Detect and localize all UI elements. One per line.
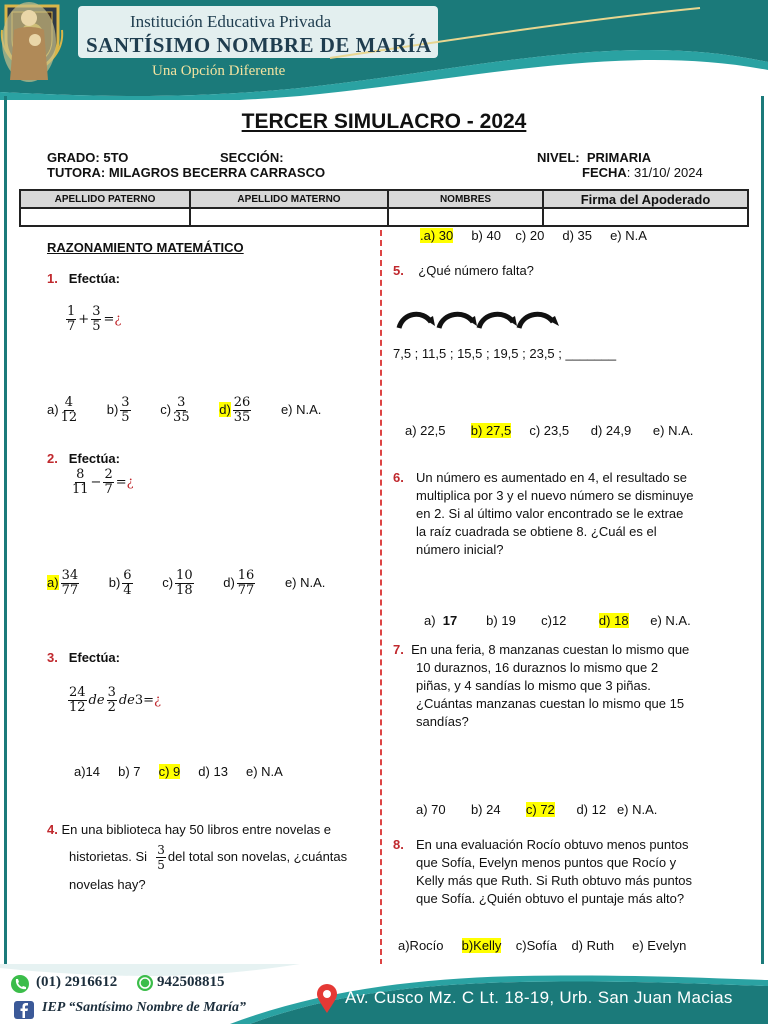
school-address: Av. Cusco Mz. C Lt. 18-19, Urb. San Juan Macias	[345, 988, 733, 1007]
q1-expression: $\frac{1}{7}$ + $\frac{3}{5}$ =¿	[67, 304, 122, 334]
school-name: SANTÍSIMO NOMBRE DE MARÍA	[86, 33, 432, 57]
col-nombres: NOMBRES	[388, 190, 543, 208]
apellido-paterno-field[interactable]	[20, 208, 190, 226]
q2-expression: $\frac{8}{11}$ − $\frac{2}{7}$ =¿	[72, 467, 134, 497]
q4-options: .a) 30 b) 40 c) 20 d) 35 e) N.A	[420, 228, 647, 243]
tutora-info: TUTORA: MILAGROS BECERRA CARRASCO	[47, 165, 326, 180]
q6-answer: d) 18	[598, 613, 629, 628]
apellido-materno-field[interactable]	[190, 208, 388, 226]
q3-options: a)14 b) 7 c) 9 d) 13 e) N.A	[74, 764, 283, 779]
virgin-mary-image	[0, 0, 58, 84]
page-title: TERCER SIMULACRO - 2024	[241, 110, 527, 133]
q5-header: 5. ¿Qué número falta?	[393, 263, 534, 278]
student-name-table	[19, 189, 749, 227]
q4-text: 4. En una biblioteca hay 50 libros entre novelas e historietas. Si $\frac{3}{5}$ del total son novelas, ¿cuántas novelas hay?	[47, 822, 348, 892]
fecha-info: FECHA: 31/10/ 2024	[582, 165, 703, 180]
section-title: RAZONAMIENTO MATEMÁTICO	[47, 240, 244, 255]
whatsapp-icon	[136, 974, 154, 992]
q3-expression: $\frac{24}{12}$ de $\frac{3}{2}$ de3=¿	[69, 685, 162, 715]
whatsapp-number: 942508815	[157, 974, 225, 990]
nombres-field[interactable]	[388, 208, 543, 226]
q5-options: a) 22,5 b) 27,5 c) 23,5 d) 24,9 e) N.A.	[405, 423, 694, 438]
page-frame-left	[4, 96, 7, 964]
facebook-icon	[14, 1001, 34, 1019]
q7-answer: c) 72	[525, 802, 555, 817]
iep-facebook-name: IEP “Santísimo Nombre de María”	[42, 1000, 247, 1015]
phone-number: (01) 2916612	[36, 974, 118, 990]
q2-answer: a)	[47, 574, 59, 590]
grado-info: GRADO: 5TO	[47, 150, 129, 165]
q1-header: 1. Efectúa:	[47, 271, 120, 286]
q8-options: a)Rocío b)Kelly c)Sofía d) Ruth e) Evelyn	[398, 938, 687, 953]
page-frame-right	[761, 96, 764, 964]
sequence-arrows-graphic	[393, 308, 568, 334]
phone-icon	[10, 974, 30, 994]
q1-answer: d)	[219, 401, 231, 417]
q4-answer: .a) 30	[420, 228, 454, 243]
q3-header: 3. Efectúa:	[47, 650, 120, 665]
header-banner	[0, 0, 768, 100]
school-slogan: Una Opción Diferente	[152, 63, 286, 79]
col-apellido-materno: APELLIDO MATERNO	[190, 190, 388, 208]
firma-field[interactable]	[543, 208, 748, 226]
q8-text: 8. En una evaluación Rocío obtuvo menos puntos que Sofía, Evelyn menos puntos que Rocío y Kelly más que Ruth. Si Ruth obtuvo más puntos que Sofía. ¿Quién obtuvo el puntaje más alto?	[393, 837, 693, 906]
school-type: Institución Educativa Privada	[130, 12, 332, 31]
col-firma-apoderado: Firma del Apoderado	[543, 190, 748, 208]
seccion-info: SECCIÓN:	[220, 150, 284, 165]
column-divider	[380, 230, 382, 965]
location-pin-icon	[316, 984, 338, 1014]
nivel-info: NIVEL: PRIMARIA	[537, 150, 652, 165]
q2-header: 2. Efectúa:	[47, 451, 120, 466]
q2-options: a) $\frac{34}{77}$ b) $\frac{6}{4}$ c) $\frac{10}{18}$ d) $\frac{16}{77}$ e) N.A.	[47, 568, 326, 598]
q6-text: 6. Un número es aumentado en 4, el resultado se multiplica por 3 y el nuevo número se disminuye en 2. Si al último valor encontrado se le extrae la raíz cuadrada se obtiene 8. ¿Cuál es el número inicial?	[393, 470, 694, 557]
q5-answer: b) 27,5	[470, 423, 512, 438]
col-apellido-paterno: APELLIDO PATERNO	[20, 190, 190, 208]
q1-options: a) $\frac{4}{12}$ b) $\frac{3}{5}$ c) $\frac{3}{35}$ d) $\frac{26}{35}$ e) N.A.	[47, 395, 322, 425]
q8-answer: b)Kelly	[461, 938, 502, 953]
q7-options: a) 70 b) 24 c) 72 d) 12 e) N.A.	[416, 802, 658, 817]
q3-answer: c) 9	[158, 764, 181, 779]
q7-text: 7. En una feria, 8 manzanas cuestan lo mismo que 10 duraznos, 16 duraznos lo mismo que 2 piñas, y 4 sandías lo mismo que 3 piñas. ¿Cuántas manzanas cuestan lo mismo que 15 sandías?	[393, 642, 690, 729]
q5-sequence: 7,5 ; 11,5 ; 15,5 ; 19,5 ; 23,5 ; _______	[393, 346, 617, 361]
q6-options: a) 17 b) 19 c)12 d) 18 e) N.A.	[424, 613, 691, 628]
